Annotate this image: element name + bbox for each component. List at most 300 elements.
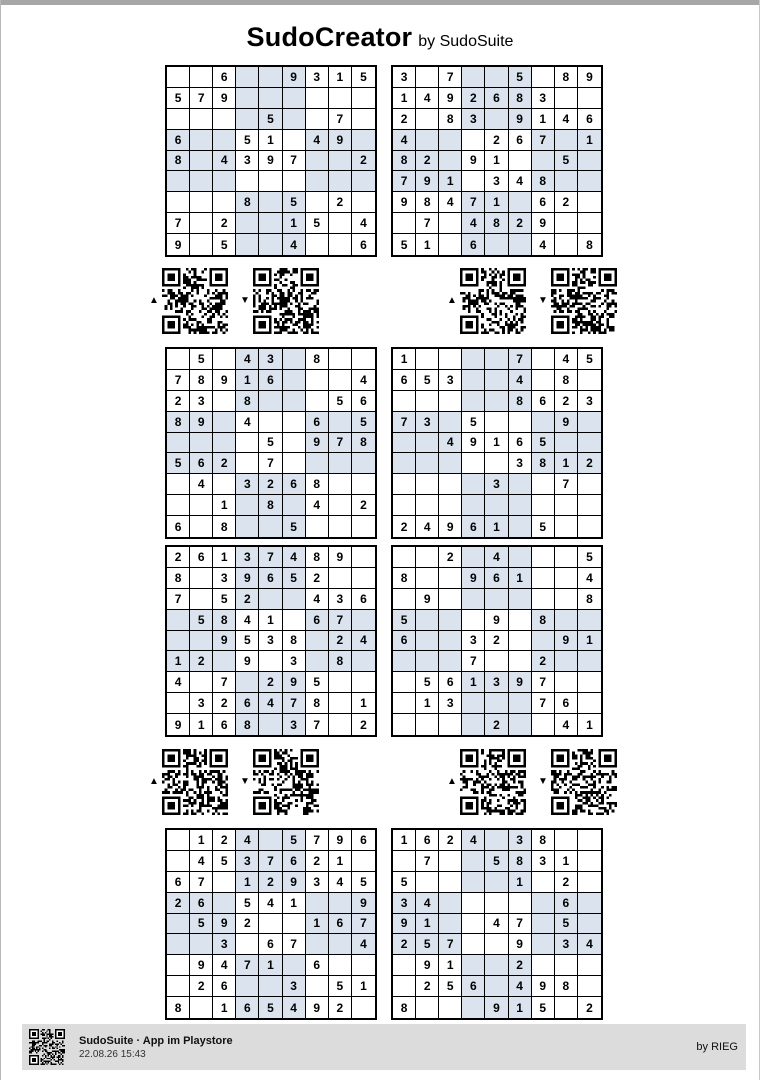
sudoku-cell: 6 (236, 997, 259, 1018)
sudoku-cell (578, 370, 601, 391)
sudoku-cell (462, 693, 485, 714)
sudoku-cell: 6 (509, 130, 532, 151)
footer-qr-code-icon (29, 1029, 65, 1065)
sudoku-cell (462, 391, 485, 412)
sudoku-cell (416, 495, 439, 516)
sudoku-cell (329, 453, 352, 474)
sudoku-cell: 1 (329, 851, 352, 872)
sudoku-cell: 6 (555, 693, 578, 714)
sudoku-cell: 2 (213, 213, 236, 234)
sudoku-cell (416, 547, 439, 568)
sudoku-cell: 5 (439, 976, 462, 997)
sudoku-cell (283, 433, 306, 454)
sudoku-cell (393, 672, 416, 693)
sudoku-cell (532, 893, 555, 914)
sudoku-cell: 5 (393, 234, 416, 255)
sudoku-cell: 7 (306, 714, 329, 735)
sudoku-cell: 8 (167, 412, 190, 433)
sudoku-cell: 8 (393, 568, 416, 589)
sudoku-cell: 9 (532, 976, 555, 997)
qr-code-icon (162, 268, 228, 334)
sudoku-cell: 9 (329, 130, 352, 151)
sudoku-cell: 6 (167, 130, 190, 151)
sudoku-cell (259, 589, 282, 610)
sudoku-cell (190, 672, 213, 693)
sudoku-cell (485, 872, 508, 893)
sudoku-cell (578, 872, 601, 893)
sudoku-cell (259, 67, 282, 88)
sudoku-cell: 3 (213, 568, 236, 589)
sudoku-cell: 6 (283, 851, 306, 872)
sudoku-cell: 6 (259, 568, 282, 589)
sudoku-cell: 4 (283, 234, 306, 255)
sudoku-cell: 7 (462, 192, 485, 213)
sudoku-cell (509, 547, 532, 568)
window-top-border (0, 0, 760, 5)
sudoku-cell: 9 (485, 997, 508, 1018)
sudoku-cell (213, 349, 236, 370)
sudoku-cell (509, 631, 532, 652)
sudoku-cell (416, 651, 439, 672)
sudoku-cell: 1 (190, 714, 213, 735)
sudoku-cell: 1 (393, 830, 416, 851)
sudoku-cell (509, 589, 532, 610)
sudoku-cell: 4 (259, 693, 282, 714)
sudoku-cell (532, 714, 555, 735)
sudoku-cell (555, 955, 578, 976)
sudoku-cell: 1 (190, 830, 213, 851)
sudoku-cell (462, 714, 485, 735)
sudoku-cell: 3 (393, 67, 416, 88)
sudoku-cell: 1 (283, 213, 306, 234)
sudoku-cell: 5 (236, 130, 259, 151)
sudoku-cell: 1 (586, 717, 593, 732)
sudoku-cell (329, 516, 352, 537)
sudoku-cell: 3 (462, 631, 485, 652)
sudoku-cell: 6 (485, 568, 508, 589)
app-title: SudoCreator (246, 22, 413, 52)
sudoku-cell: 6 (462, 516, 485, 537)
sudoku-cell: 2 (416, 151, 439, 172)
sudoku-cell: 3 (213, 934, 236, 955)
sudoku-cell (352, 474, 375, 495)
sudoku-cell (259, 391, 282, 412)
sudoku-cell: 2 (532, 651, 555, 672)
sudoku-cell: 2 (259, 672, 282, 693)
footer-timestamp: 22.08.26 15:43 (79, 1049, 146, 1060)
sudoku-cell (485, 495, 508, 516)
sudoku-cell (462, 370, 485, 391)
sudoku-cell: 4 (509, 370, 532, 391)
sudoku-cell: 2 (352, 495, 375, 516)
sudoku-cell: 4 (462, 830, 485, 851)
sudoku-cell: 8 (259, 495, 282, 516)
sudoku-cell (485, 453, 508, 474)
sudoku-cell (393, 955, 416, 976)
sudoku-cell: 4 (213, 151, 236, 172)
sudoku-cell: 5 (190, 349, 213, 370)
sudoku-cell: 9 (462, 433, 485, 454)
sudoku-cell (167, 976, 190, 997)
sudoku-cell: 3 (509, 830, 532, 851)
sudoku-cell (190, 516, 213, 537)
sudoku-cell: 9 (306, 433, 329, 454)
sudoku-cell (416, 997, 439, 1018)
sudoku-cell (236, 495, 259, 516)
sudoku-cell (485, 934, 508, 955)
sudoku-cell: 7 (259, 453, 282, 474)
sudoku-cell (532, 914, 555, 935)
sudoku-cell (439, 453, 462, 474)
sudoku-cell: 7 (532, 130, 555, 151)
sudoku-cell: 8 (586, 237, 593, 252)
sudoku-cell: 2 (213, 693, 236, 714)
sudoku-cell: 5 (532, 516, 555, 537)
sudoku-cell (532, 934, 555, 955)
sudoku-cell: 3 (259, 349, 282, 370)
sudoku-cell: 7 (509, 914, 532, 935)
sudoku-cell (439, 651, 462, 672)
sudoku-cell: 5 (352, 67, 375, 88)
sudoku-cell: 9 (509, 672, 532, 693)
sudoku-cell (485, 67, 508, 88)
sudoku-cell (213, 872, 236, 893)
sudoku-cell: 8 (167, 151, 190, 172)
sudoku-cell: 4 (555, 714, 578, 735)
sudoku-cell (416, 349, 439, 370)
sudoku-cell: 5 (462, 412, 485, 433)
sudoku-cell (578, 851, 601, 872)
sudoku-cell (555, 997, 578, 1018)
sudoku-cell (485, 234, 508, 255)
sudoku-cell: 9 (462, 568, 485, 589)
sudoku-cell: 7 (167, 589, 190, 610)
sudoku-cell: 9 (439, 88, 462, 109)
sudoku-cell (485, 830, 508, 851)
sudoku-cell (283, 914, 306, 935)
sudoku-cell: 5 (259, 109, 282, 130)
sudoku-cell: 3 (283, 714, 306, 735)
sudoku-cell: 1 (416, 234, 439, 255)
sudoku-cell: 1 (259, 130, 282, 151)
sudoku-cell: 9 (236, 651, 259, 672)
sudoku-cell: 6 (306, 412, 329, 433)
sudoku-cell (236, 67, 259, 88)
sudoku-cell: 6 (283, 474, 306, 495)
sudoku-cell: 6 (352, 391, 375, 412)
sudoku-cell (578, 433, 601, 454)
qr-code-icon (551, 268, 617, 334)
sudoku-cell: 6 (190, 453, 213, 474)
sudoku-cell: 1 (329, 67, 352, 88)
sudoku-cell (485, 349, 508, 370)
sudoku-cell: 7 (329, 610, 352, 631)
sudoku-cell: 2 (236, 589, 259, 610)
sudoku-cell (306, 651, 329, 672)
sudoku-cell (283, 453, 306, 474)
sudoku-cell: 8 (439, 109, 462, 130)
sudoku-cell: 6 (213, 976, 236, 997)
sudoku-cell (393, 474, 416, 495)
sudoku-cell: 2 (416, 976, 439, 997)
sudoku-cell: 6 (462, 234, 485, 255)
sudoku-cell: 9 (462, 151, 485, 172)
sudoku-cell: 8 (578, 589, 601, 610)
sudoku-cell (416, 130, 439, 151)
sudoku-cell (393, 213, 416, 234)
sudoku-cell (509, 693, 532, 714)
sudoku-cell (306, 88, 329, 109)
sudoku-cell (462, 453, 485, 474)
sudoku-cell (555, 130, 578, 151)
sudoku-cell: 9 (167, 714, 190, 735)
sudoku-cell: 6 (532, 391, 555, 412)
sudoku-cell: 2 (509, 955, 532, 976)
sudoku-cell (306, 976, 329, 997)
sudoku-cell: 1 (485, 192, 508, 213)
sudoku-cell (555, 672, 578, 693)
sudoku-cell (306, 234, 329, 255)
sudoku-cell (329, 693, 352, 714)
sudoku-cell (439, 412, 462, 433)
qr-pair-top-right (447, 268, 617, 336)
sudoku-cell: 6 (393, 370, 416, 391)
sudoku-cell: 8 (416, 192, 439, 213)
sudoku-cell (509, 495, 532, 516)
sudoku-cell: 6 (213, 714, 236, 735)
sudoku-cell: 5 (283, 516, 306, 537)
sudoku-cell: 2 (485, 714, 508, 735)
sudoku-cell (259, 976, 282, 997)
sudoku-cell: 9 (167, 234, 190, 255)
sudoku-cell (416, 872, 439, 893)
sudoku-cell (532, 474, 555, 495)
sudoku-cell: 9 (532, 213, 555, 234)
sudoku-cell: 6 (190, 893, 213, 914)
sudoku-cell: 8 (283, 631, 306, 652)
sudoku-cell (485, 109, 508, 130)
sudoku-cell (485, 976, 508, 997)
sudoku-cell (190, 568, 213, 589)
sudoku-cell (555, 651, 578, 672)
sudoku-cell (555, 610, 578, 631)
sudoku-cell: 3 (439, 370, 462, 391)
sudoku-cell: 2 (213, 453, 236, 474)
sudoku-cell (329, 234, 352, 255)
sudoku-cell (190, 934, 213, 955)
sudoku-cell: 1 (352, 693, 375, 714)
sudoku-cell (213, 109, 236, 130)
sudoku-cell: 3 (393, 893, 416, 914)
sudoku-cell (167, 109, 190, 130)
sudoku-cell: 6 (393, 631, 416, 652)
sudoku-cell: 5 (532, 433, 555, 454)
sudoku-cell (283, 88, 306, 109)
sudoku-cell (329, 151, 352, 172)
sudoku-cell: 4 (236, 610, 259, 631)
sudoku-cell: 3 (578, 391, 601, 412)
app-byline: by SudoSuite (418, 33, 514, 50)
sudoku-cell (509, 474, 532, 495)
sudoku-cell: 1 (509, 997, 532, 1018)
sudoku-cell: 6 (259, 934, 282, 955)
sudoku-cell (393, 693, 416, 714)
sudoku-cell: 4 (352, 213, 375, 234)
sudoku-cell: 1 (236, 370, 259, 391)
sudoku-cell: 4 (352, 631, 375, 652)
sudoku-cell (555, 88, 578, 109)
sudoku-cell: 1 (393, 349, 416, 370)
sudoku-cell: 5 (532, 997, 555, 1018)
sudoku-cell (462, 955, 485, 976)
sudoku-cell (578, 213, 601, 234)
sudoku-cell: 9 (509, 934, 532, 955)
sudoku-cell (532, 589, 555, 610)
sudoku-cell: 2 (393, 934, 416, 955)
sudoku-cell (578, 976, 601, 997)
sudoku-cell: 4 (439, 433, 462, 454)
sudoku-cell: 8 (555, 370, 578, 391)
sudoku-cell (439, 213, 462, 234)
sudoku-cell: 6 (360, 237, 367, 252)
sudoku-cell: 7 (509, 349, 532, 370)
sudoku-cell: 5 (416, 672, 439, 693)
arrow-up-icon: ▲ (149, 295, 159, 306)
sudoku-cell: 9 (416, 955, 439, 976)
sudoku-cell (532, 631, 555, 652)
sudoku-cell (439, 589, 462, 610)
sudoku-cell: 6 (485, 88, 508, 109)
sudoku-cell (578, 412, 601, 433)
sudoku-cell (416, 474, 439, 495)
sudoku-cell (329, 88, 352, 109)
sudoku-cell: 2 (306, 851, 329, 872)
arrow-up-icon: ▲ (447, 776, 457, 787)
sudoku-cell (416, 631, 439, 652)
sudoku-cell (393, 453, 416, 474)
sudoku-cell: 8 (306, 693, 329, 714)
footer-credit: by RIEG (696, 1041, 738, 1053)
sudoku-cell: 8 (352, 433, 375, 454)
sudoku-cell: 6 (306, 610, 329, 631)
sudoku-cell: 6 (352, 589, 375, 610)
sudoku-cell (578, 516, 601, 537)
sudoku-cell: 4 (416, 893, 439, 914)
sudoku-cell: 3 (485, 474, 508, 495)
sudoku-cell (259, 914, 282, 935)
sudoku-cell: 8 (532, 610, 555, 631)
sudoku-cell: 2 (555, 872, 578, 893)
sudoku-cell (352, 88, 375, 109)
sudoku-cell: 4 (306, 130, 329, 151)
sudoku-cell: 8 (167, 997, 190, 1018)
sudoku-cell: 6 (555, 893, 578, 914)
sudoku-cell (329, 934, 352, 955)
sudoku-cell (167, 631, 190, 652)
sudoku-cell: 6 (306, 955, 329, 976)
sudoku-cell (416, 714, 439, 735)
sudoku-cell: 1 (485, 516, 508, 537)
sudoku-cell: 1 (167, 651, 190, 672)
sudoku-cell (236, 976, 259, 997)
sudoku-cell (509, 610, 532, 631)
sudoku-cell: 3 (485, 171, 508, 192)
sudoku-cell: 7 (329, 433, 352, 454)
sudoku-grid-1 (165, 65, 377, 257)
sudoku-cell (259, 412, 282, 433)
sudoku-cell: 8 (555, 976, 578, 997)
sudoku-cell (416, 391, 439, 412)
qr-code-icon (253, 268, 319, 334)
sudoku-cell: 2 (393, 516, 416, 537)
sudoku-cell (439, 872, 462, 893)
sudoku-cell (190, 171, 213, 192)
sudoku-cell: 7 (439, 934, 462, 955)
sudoku-grid-6 (391, 545, 603, 737)
footer-bar (22, 1024, 746, 1070)
sudoku-cell: 1 (532, 109, 555, 130)
sudoku-cell: 3 (532, 88, 555, 109)
sudoku-cell: 5 (306, 213, 329, 234)
sudoku-cell: 2 (213, 830, 236, 851)
sudoku-cell: 8 (509, 851, 532, 872)
sudoku-cell (462, 589, 485, 610)
sudoku-cell (555, 516, 578, 537)
sudoku-cell: 3 (283, 976, 306, 997)
sudoku-cell: 7 (259, 547, 282, 568)
sudoku-cell (439, 349, 462, 370)
sudoku-cell: 6 (352, 830, 375, 851)
sudoku-cell: 2 (329, 997, 352, 1018)
sudoku-cell (306, 631, 329, 652)
sudoku-cell: 9 (352, 893, 375, 914)
sudoku-cell (306, 171, 329, 192)
sudoku-cell (190, 213, 213, 234)
sudoku-cell: 5 (416, 370, 439, 391)
sudoku-cell: 6 (190, 547, 213, 568)
sudoku-cell (236, 516, 259, 537)
sudoku-cell: 5 (213, 234, 236, 255)
sudoku-cell (190, 433, 213, 454)
sudoku-cell (462, 610, 485, 631)
sudoku-cell (532, 955, 555, 976)
sudoku-cell: 5 (485, 851, 508, 872)
sudoku-cell (167, 171, 190, 192)
sudoku-cell (555, 568, 578, 589)
sudoku-cell (283, 171, 306, 192)
sudoku-cell: 1 (393, 88, 416, 109)
sudoku-cell (509, 151, 532, 172)
sudoku-cell: 4 (283, 997, 306, 1018)
sudoku-cell (393, 589, 416, 610)
sudoku-cell: 9 (329, 830, 352, 851)
sudoku-cell (352, 109, 375, 130)
sudoku-cell (352, 171, 375, 192)
sudoku-cell: 7 (329, 109, 352, 130)
sudoku-cell: 2 (167, 547, 190, 568)
sudoku-cell: 4 (509, 171, 532, 192)
sudoku-cell: 9 (283, 67, 306, 88)
sudoku-cell: 8 (532, 830, 555, 851)
sudoku-cell (393, 714, 416, 735)
sudoku-grid-4 (391, 347, 603, 539)
sudoku-cell: 9 (393, 192, 416, 213)
sudoku-cell: 2 (509, 213, 532, 234)
sudoku-cell (259, 88, 282, 109)
sudoku-cell (236, 672, 259, 693)
footer-app-label: SudoSuite · App im Playstore (79, 1035, 233, 1047)
sudoku-cell: 2 (586, 1000, 593, 1015)
